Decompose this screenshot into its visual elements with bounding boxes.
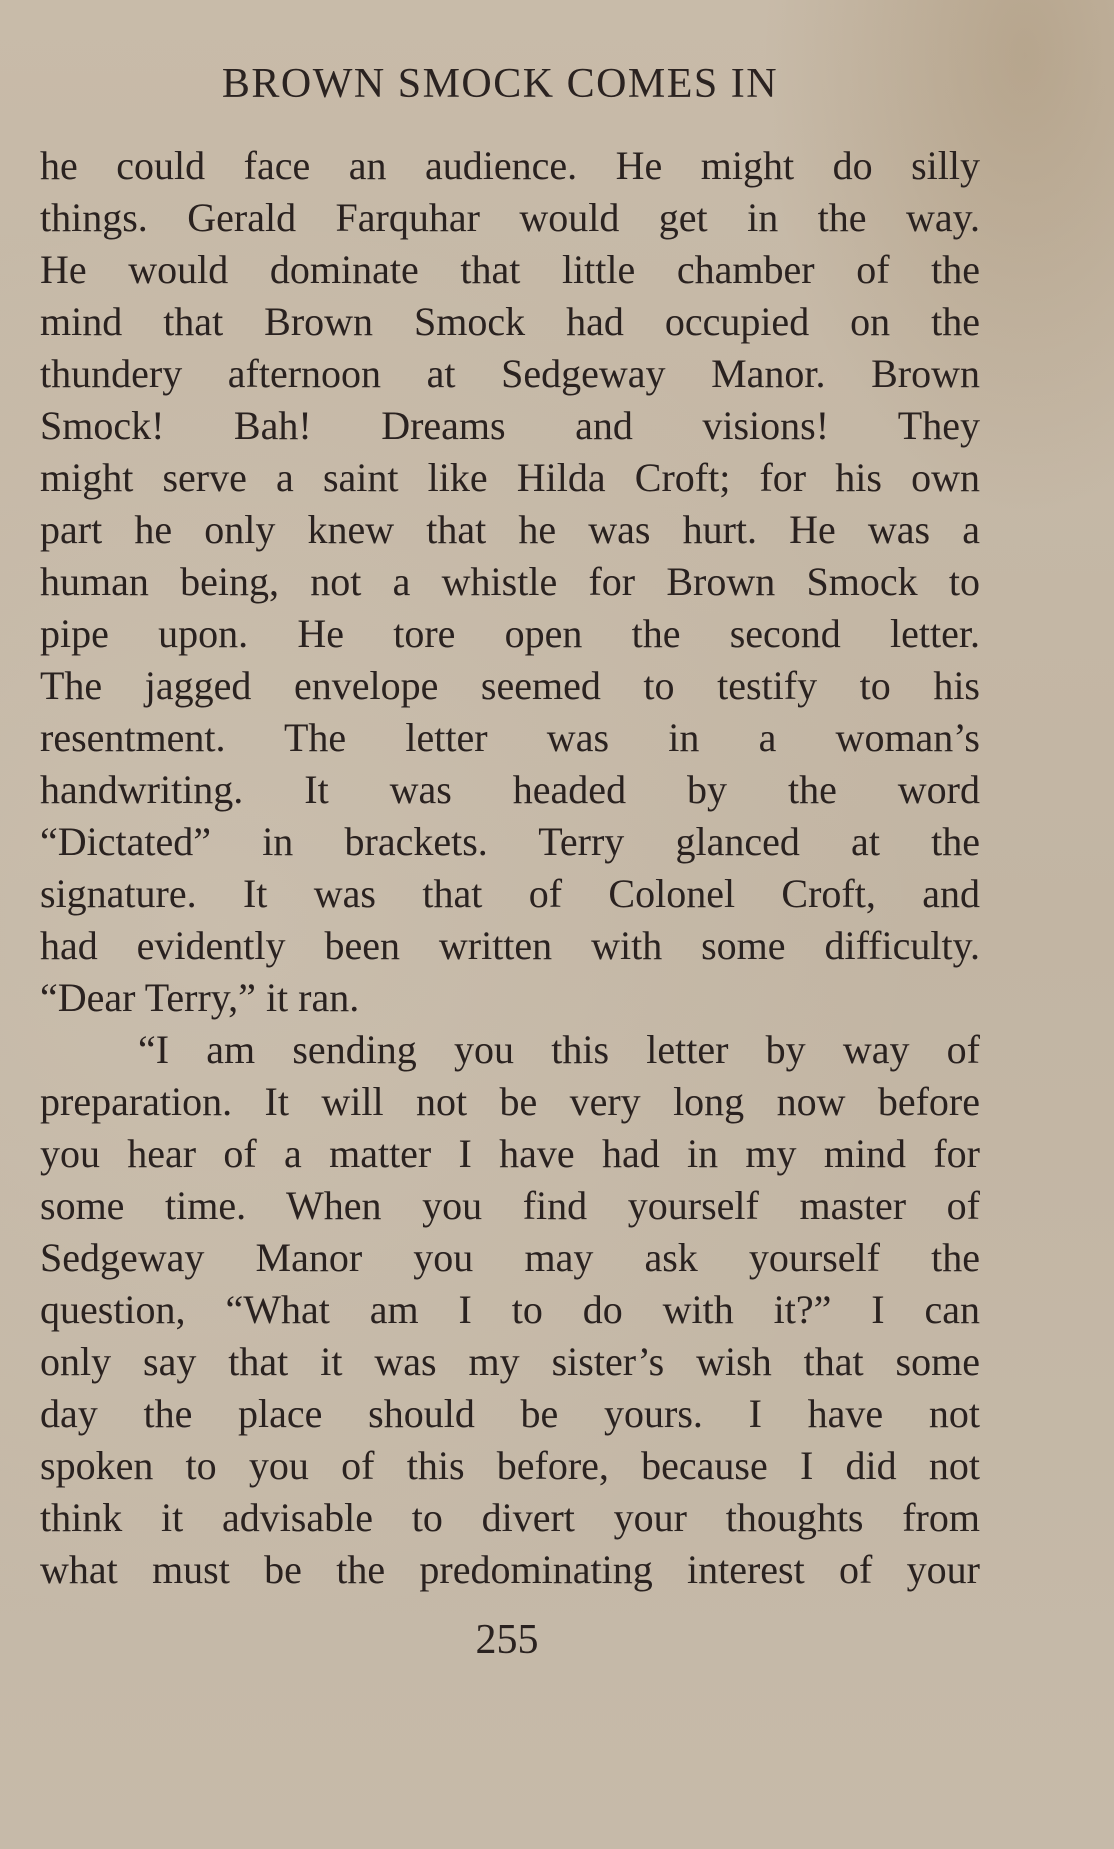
text-line: resentment. The letter was in a woman’s	[40, 715, 980, 760]
text-line: thundery afternoon at Sedgeway Manor. Brown	[40, 351, 980, 396]
text-line: might serve a saint like Hilda Croft; for his own	[40, 455, 980, 500]
text-line: think it advisable to divert your thoughts from	[40, 1495, 980, 1540]
text-line: things. Gerald Farquhar would get in the way.	[40, 195, 980, 240]
text-line: Sedgeway Manor you may ask yourself the	[40, 1235, 980, 1280]
text-line: question, “What am I to do with it?” I can	[40, 1287, 980, 1332]
text-line-indented: “I am sending you this letter by way of	[138, 1027, 980, 1072]
text-line: “Dictated” in brackets. Terry glanced at the	[40, 819, 980, 864]
text-line: preparation. It will not be very long now before	[40, 1079, 980, 1124]
text-line: signature. It was that of Colonel Croft, and	[40, 871, 980, 916]
text-line: “Dear Terry,” it ran.	[40, 975, 360, 1020]
text-line: some time. When you find yourself master of	[40, 1183, 980, 1228]
body-text	[40, 140, 980, 1596]
text-line: mind that Brown Smock had occupied on the	[40, 299, 980, 344]
text-line: only say that it was my sister’s wish that some	[40, 1339, 980, 1384]
running-head: BROWN SMOCK COMES IN	[221, 61, 779, 107]
text-line: part he only knew that he was hurt. He was a	[40, 507, 980, 552]
text-line: Smock! Bah! Dreams and visions! They	[40, 403, 980, 448]
text-line: He would dominate that little chamber of the	[40, 247, 980, 292]
text-line: he could face an audience. He might do silly	[40, 143, 980, 188]
text-line: handwriting. It was headed by the word	[40, 767, 980, 812]
text-line: what must be the predominating interest of your	[40, 1547, 980, 1592]
text-line: had evidently been written with some difficulty.	[40, 923, 980, 968]
text-line: you hear of a matter I have had in my mind for	[40, 1131, 980, 1176]
text-line: human being, not a whistle for Brown Smock to	[40, 559, 980, 604]
text-line: day the place should be yours. I have not	[40, 1391, 980, 1436]
text-line: pipe upon. He tore open the second letter.	[40, 611, 980, 656]
text-line: The jagged envelope seemed to testify to his	[40, 663, 980, 708]
text-line: spoken to you of this before, because I did not	[40, 1443, 980, 1488]
page-number: 255	[475, 1617, 539, 1663]
